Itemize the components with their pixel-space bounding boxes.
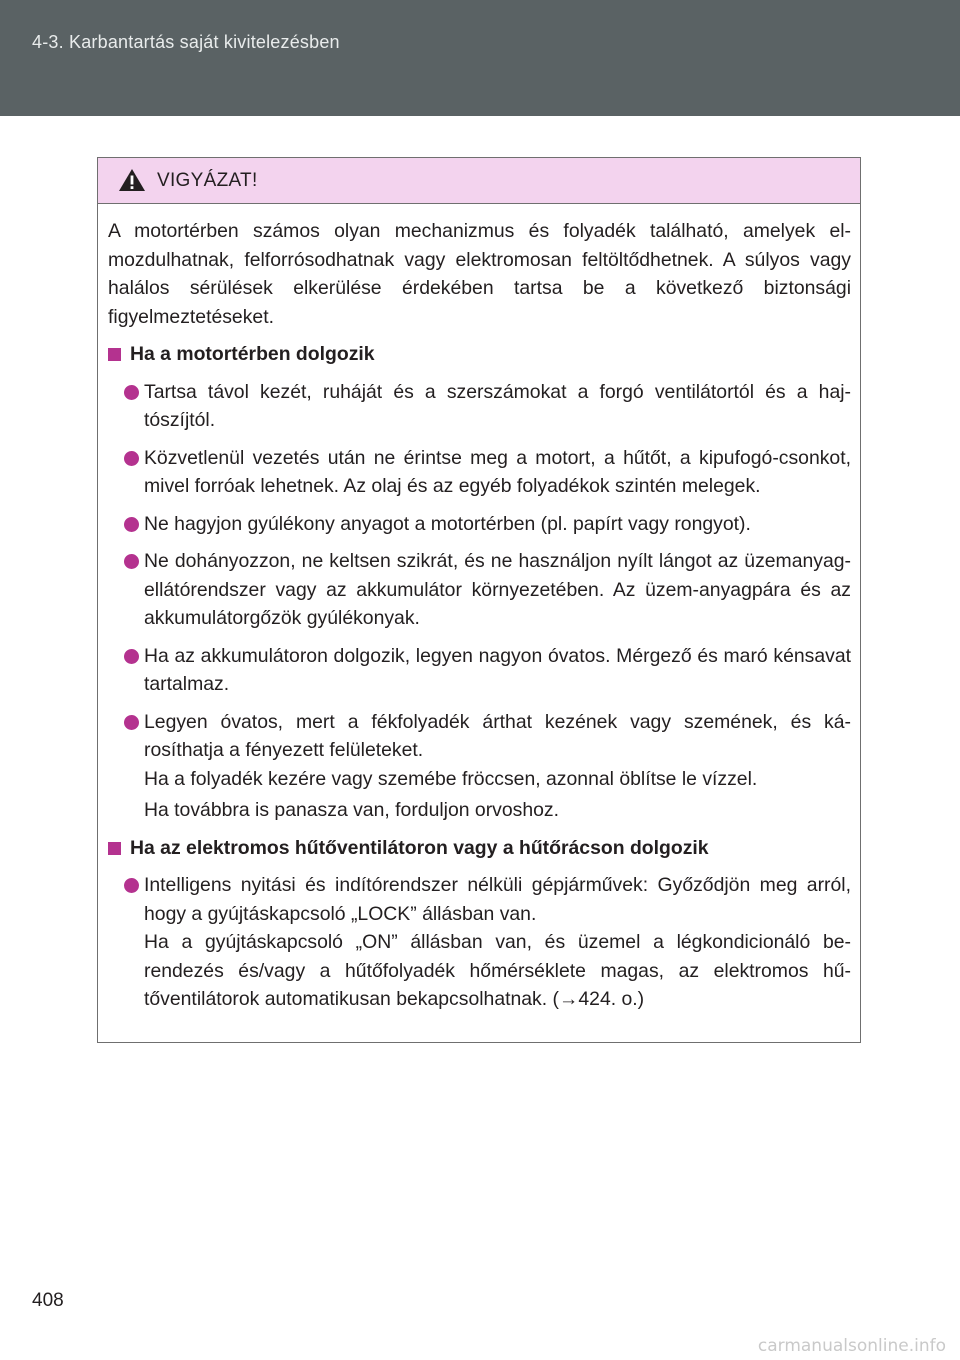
section-heading: Ha az elektromos hűtőventilátoron vagy a hűtőrácson dolgozik [108, 834, 851, 863]
round-bullet-icon [124, 554, 139, 569]
round-bullet-icon [124, 715, 139, 730]
list-item: Tartsa távol kezét, ruháját és a szerszámokat a forgó ventilátortól és a haj-tószíjtól. [108, 378, 851, 435]
list-item: Ha az akkumulátoron dolgozik, legyen nagyon óvatos. Mérgező és maró kénsavat tartalmaz. [108, 642, 851, 699]
warning-intro: A motortérben számos olyan mechanizmus és folyadék található, amelyek el-mozdulhatnak, felforrósodhatnak vagy elektromosan feltöltődhetnek. A súlyos vagy halálos sérülések elkerülése érdekében tartsa be a következő biztonsági figyelmeztetéseket. [108, 220, 851, 328]
round-bullet-icon [124, 649, 139, 664]
watermark: carmanualsonline.info [757, 1336, 946, 1356]
page-number: 408 [32, 1290, 64, 1311]
round-bullet-icon [124, 517, 139, 532]
list-item-extra: Ha a folyadék kezére vagy szemébe fröccsen, azonnal öblítse le vízzel. [144, 767, 758, 790]
list-item: Ne hagyjon gyúlékony anyagot a motortérben (pl. papírt vagy rongyot). [108, 510, 851, 539]
square-bullet-icon [108, 842, 121, 855]
square-bullet-icon [108, 348, 121, 361]
list-item: Intelligens nyitási és indítórendszer nélküli gépjárművek: Győződjön meg arról, hogy a gyújtáskapcsoló „LOCK” állásban van. Ha a gyújtáskapcsoló „ON” állásban van, és üzemel a légkondicionáló be-rendezés és/vagy a hűtőfolyadék hőmérséklete magas, az elektromos hű-tőventilátorok automatikusan bekapcsolhatnak. (→424. o.) [108, 871, 851, 1014]
round-bullet-icon [124, 878, 139, 893]
list-item-continuation: Ha továbbra is panasza van, forduljon orvoshoz. [144, 799, 559, 821]
warning-label: VIGYÁZAT! [157, 170, 258, 191]
warning-box [97, 157, 861, 1043]
section-heading: Ha a motortérben dolgozik [108, 340, 851, 369]
list-item: Legyen óvatos, mert a fékfolyadék árthat kezének vagy szemének, és ká-rosíthatja a fényezett felületeket. Ha a folyadék kezére vagy szemébe fröccsen, azonnal öblítse le vízzel. [108, 708, 851, 794]
section-header-bar [0, 0, 960, 116]
round-bullet-icon [124, 385, 139, 400]
section-title: 4-3. Karbantartás saját kivitelezésben [32, 32, 340, 52]
round-bullet-icon [124, 451, 139, 466]
warning-header [98, 158, 860, 204]
list-item: Közvetlenül vezetés után ne érintse meg a motort, a hűtőt, a kipufogó-csonkot, mivel forróak lehetnek. Az olaj és az egyéb folyadékok szintén melegek. [108, 444, 851, 501]
list-item-extra: Ha a gyújtáskapcsoló „ON” állásban van, és üzemel a légkondicionáló be-rendezés és/vagy a hűtőfolyadék hőmérséklete magas, az elektromos hű-tőventilátorok automatikusan bekapcsolhatnak. (→424. o.) [144, 931, 851, 1010]
warning-triangle-icon [118, 168, 146, 192]
warning-body [98, 204, 860, 1014]
list-item: Ne dohányozzon, ne keltsen szikrát, és ne használjon nyílt lángot az üzemanyag-ellátórendszer vagy az akkumulátor környezetében. Az üzem-anyagpára és az akkumulátorgőzök gyúlékonyak. [108, 547, 851, 633]
